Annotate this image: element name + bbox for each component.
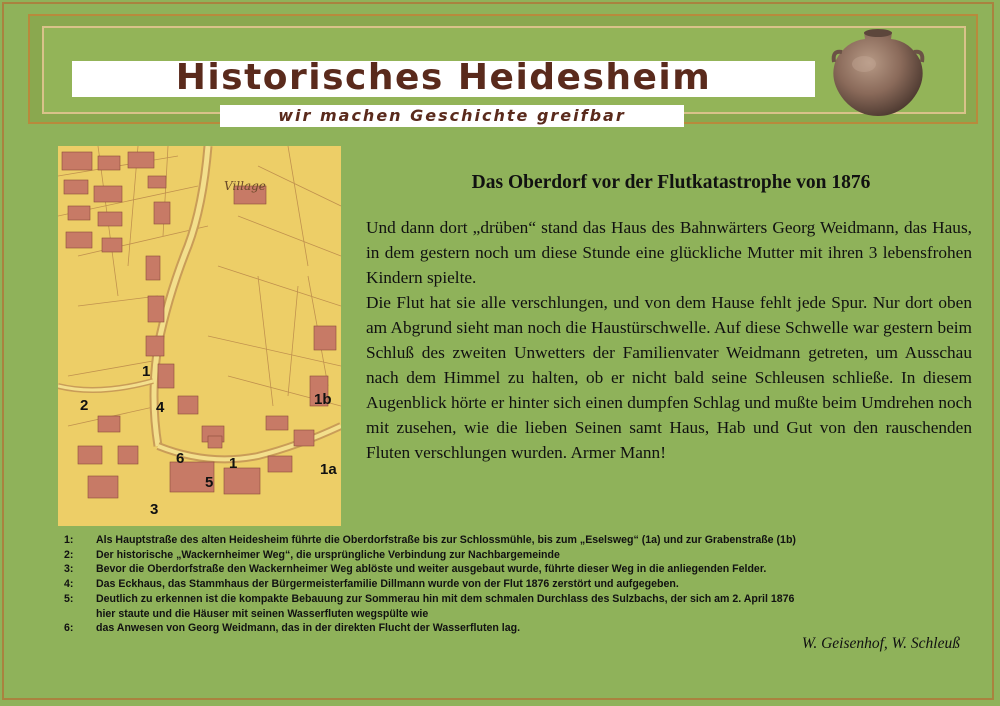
legend-note-number: 1: — [64, 534, 74, 546]
map-label: 5 — [205, 474, 214, 491]
article-heading: Das Oberdorf vor der Flutkatastrophe von 1876 — [471, 172, 871, 193]
legend-note-number: 6: — [64, 622, 74, 635]
legend-note-text: Deutlich zu erkennen ist die kompakte Bebauung zur Sommerau hin mit dem schmalen Durchlass des Sulzbachs, der sich am 2. April 1876 — [96, 592, 795, 605]
legend-note-text: Der historische „Wackernheimer Weg“, die ursprüngliche Verbindung zur Nachbargemeinde — [96, 548, 560, 561]
site-title: Historisches Heidesheim — [175, 57, 712, 98]
clay-vase-icon — [820, 24, 936, 120]
legend-note — [64, 592, 944, 607]
legend-note — [64, 548, 944, 563]
legend-note — [64, 577, 944, 592]
legend-note-number: 3: — [64, 563, 74, 576]
map-label: 1a — [320, 461, 337, 478]
legend-note-number — [64, 607, 96, 622]
article-body — [366, 215, 972, 465]
legend-note-number: 4: — [64, 578, 74, 591]
article-paragraph: Die Flut hat sie alle verschlungen, und von dem Hause fehlt jede Spur. Nur dort oben am Abgrund sieht man noch die Haustürschwelle. Auf diese Schwelle war gestern beim Schluß des zweiten Unwetters der Familienvater Weidmann getreten, um Ausschau nach dem Himmel zu halten, ob er nicht bald seine Schleusen schließe. In diesem Augenblick hörte er hinter sich einen dumpfen Schlag und mußte beim Umdrehen noch mit zusehen, wie die lieben Seinen samt Haus, Hab und Gut von den rauschenden Fluten verschlungen wurden. Armer Mann! — [366, 293, 972, 462]
legend-note-text: das Anwesen von Georg Weidmann, das in der direkten Flucht der Wasserfluten lag. — [96, 622, 521, 635]
title-strip — [72, 57, 815, 98]
legend-note-text: Bevor die Oberdorfstraße den Wackernheimer Weg ablöste und weiter ausgebaut wurde, führte dieser Weg in die anliegenden Felder. — [96, 563, 767, 576]
site-subtitle: wir machen Geschichte greifbar — [278, 106, 626, 125]
map-label: 1 — [229, 455, 238, 472]
legend-note — [64, 562, 944, 577]
map-legend-notes — [64, 533, 944, 636]
legend-note — [64, 607, 944, 622]
legend-note — [64, 533, 944, 548]
legend-note-number: 2: — [64, 548, 74, 561]
map-label: 3 — [150, 501, 159, 518]
map-label: 4 — [156, 399, 165, 416]
map-handwriting: Village — [224, 179, 266, 193]
historical-map — [58, 146, 341, 526]
subtitle-strip — [220, 105, 684, 127]
legend-note-number: 5: — [64, 592, 74, 605]
author-credit: W. Geisenhof, W. Schleuß — [801, 635, 960, 652]
map-label: 6 — [176, 450, 185, 467]
legend-note — [64, 621, 944, 636]
legend-note-text: hier staute und die Häuser mit seinen Wasserfluten wegspülte wie — [96, 607, 429, 620]
map-label: 1b — [314, 391, 332, 408]
map-label: 2 — [80, 397, 89, 414]
legend-note-text: Das Eckhaus, das Stammhaus der Bürgermeisterfamilie Dillmann wurde von der Flut 1876 zerstört und aufgegeben. — [96, 578, 679, 591]
article-paragraph: Und dann dort „drüben“ stand das Haus des Bahnwärters Georg Weidmann, das Haus, in dem gestern noch um diese Stunde eine glückliche Mutter mit ihren 3 lebensfrohen Kindern spielte. — [366, 218, 972, 287]
legend-note-text: Als Hauptstraße des alten Heidesheim führte die Oberdorfstraße bis zur Schlossmühle, bis zum „Eselsweg“ (1a) und zur Grabenstraße (1b) — [96, 534, 796, 546]
map-label: 1 — [142, 363, 151, 380]
